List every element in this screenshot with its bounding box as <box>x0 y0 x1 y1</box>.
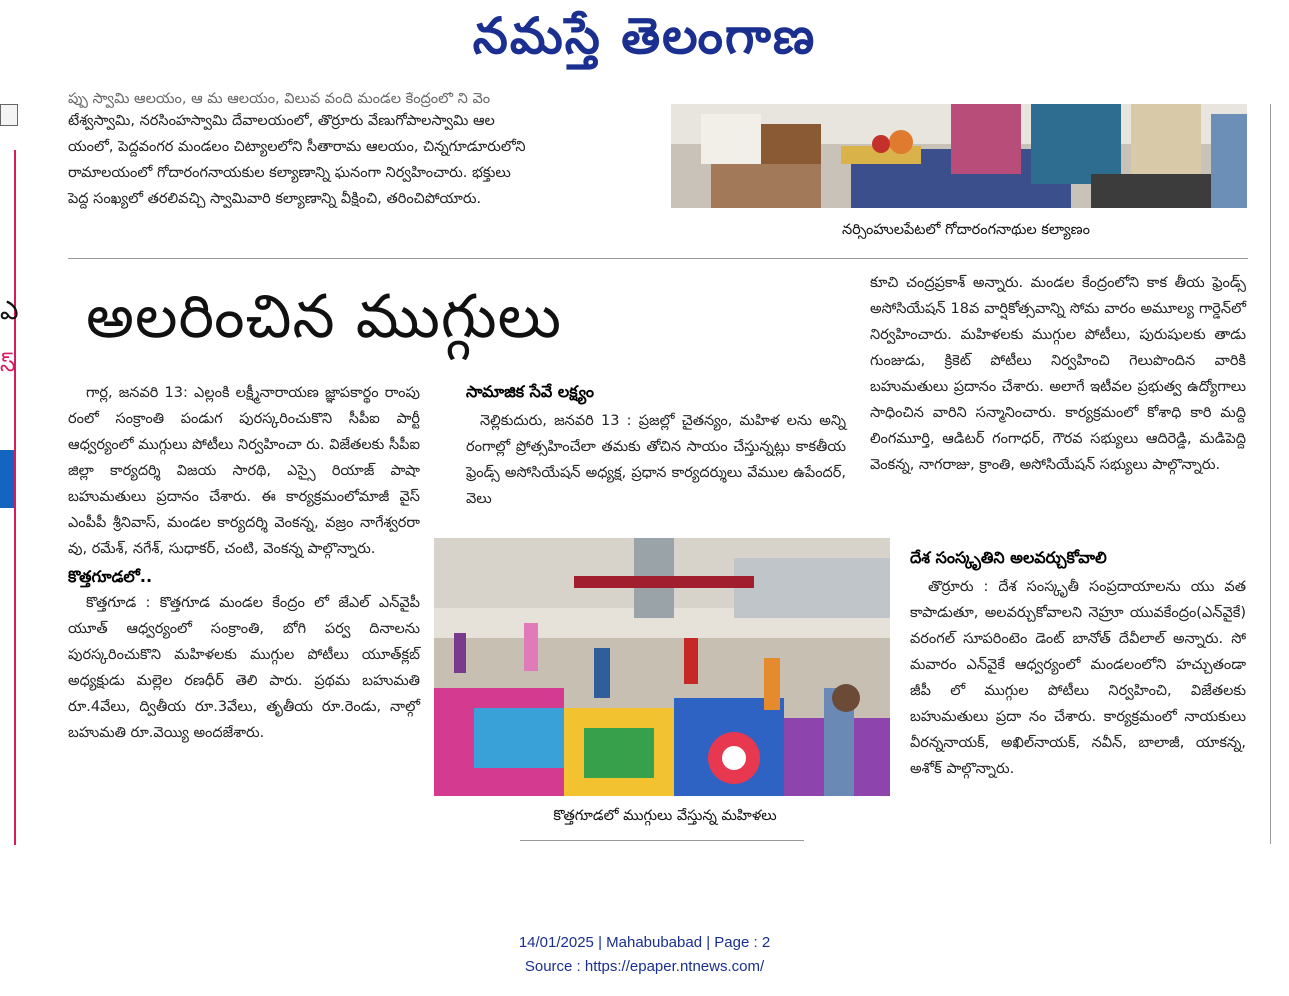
rangoli-photo-caption: కొత్తగూడలో ముగ్గులు వేస్తున్న మహిళలు <box>553 808 777 824</box>
left-edge-fragment-1: ఎ <box>0 296 19 326</box>
section-divider <box>68 258 1248 259</box>
column-3-subhead: దేశ సంస్కృతిని అలవర్చుకోవాలి <box>910 548 1107 567</box>
column-3-paragraph-2: తొర్రూరు : దేశ సంస్కృతీ సంప్రదాయాలను యు వత కాపాడుతూ, అలవర్చుకోవాలని నెహ్రూ యువకేంద్రం(ఎన్‌వైకే) వరంగల్ సూపరింటెం డెంట్ బానోత్ దేవీలాల్ అన్నారు. సో మవారం ఎన్‌వైకే ఆధ్వర్యంలో మండలంలోని హచ్చుతండా జీపీ లో ముగ్గుల పోటీలు నిర్వహించి, విజేతలకు బహుమతులు ప్రదా నం చేశారు. కార్యక్రమంలో నాయకులు వీరన్ననాయక్, అఖిల్‌నాయక్, నవీన్, బాలాజీ, యాకన్న, అశోక్ పాల్గొన్నారు. <box>910 579 1246 777</box>
kalyanam-photo-caption: నర్సింహులపేటలో గోదారంగనాథుల కల్యాణం <box>841 222 1090 238</box>
column-2-paragraph: నెల్లికుదురు, జనవరి 13 : ప్రజల్లో చైతన్యం, మహిళ లను అన్ని రంగాల్లో ప్రోత్సహించేలా తమకు తోచిన సాయం చేస్తున్నట్లు కాకతీయ ఫ్రెండ్స్ అసోసియేషన్ అధ్యక్ష, ప్రధాన కార్యదర్శులు వేముల ఉపేందర్, వెలు <box>466 413 846 507</box>
left-edge-fragment-2: స్ <box>0 352 16 377</box>
column-1-paragraph-1: గార్ల, జనవరి 13: ఎల్లంకి లక్ష్మీనారాయణ జ్ఞాపకార్థం రాంపు రంలో సంక్రాంతి పండుగ పురస్కరించుకొని సీపీఐ పార్టీ ఆధ్వర్యంలో ముగ్గులు పోటీలు నిర్వహించా రు. విజేతలకు సీపీఐ జిల్లా కార్యదర్శి విజయ సారథి, ఎస్సై రియాజ్ పాషా బహుమతులు ప్రదానం చేశారు. ఈ కార్యక్రమంలోమాజీ వైస్ ఎంపీపీ శ్రీనివాస్, మండల కార్యదర్శి వెంకన్న, వజ్రం నాగేశ్వరరా వు, రమేశ్, నగేశ్, సుధాకర్, చంటి, వెంకన్న పాల్గొన్నారు. <box>68 385 420 557</box>
rangoli-photo <box>434 538 890 796</box>
top-article-text <box>68 92 646 212</box>
footer-source: Source : https://epaper.ntnews.com/ <box>524 958 765 975</box>
column-2-subhead: సామాజిక సేవే లక్ష్యం <box>466 382 594 401</box>
column-1-subhead: కొత్తగూడలో.. <box>68 567 153 586</box>
column-3-paragraph-1: కూచి చంద్రప్రకాశ్ అన్నారు. మండల కేంద్రంలోని కాక తీయ ఫ్రెండ్స్ అసోసియేషన్ 18వ వార్షికోత్సవాన్ని సోమ వారం అమూల్య గార్డెన్‌లో నిర్వహించారు. మహిళలకు ముగ్గుల పోటీలు, పురుషులకు తాడు గుంజుడు, క్రికెట్ పోటీలు నిర్వహించి గెలుపొందిన వారికి బహుమతులు ప్రదానం చేశారు. అలాగే ఇటీవల ప్రభుత్వ ఉద్యోగాలు సాధించిన వారిని సన్మానించారు. కార్యక్రమంలో కోశాధి కారి మద్ది లింగమూర్తి, ఆడిటర్ గంగాధర్, గౌరవ సభ్యులు ఆదిరెడ్డి, మడిపెద్ది వెంకన్న, నాగరాజు, క్రాంతి, అసోసియేషన్ సభ్యులు పాల్గొన్నారు. <box>870 275 1246 473</box>
kalyanam-photo <box>671 104 1247 208</box>
top-article-line: యంలో, పెద్దవంగర మండలం చిట్యాలలోని సీతారామ ఆలయం, చిన్నగూడూరులోని <box>68 139 526 155</box>
caption-underline <box>520 840 804 841</box>
top-article-line: రామాలయంలో గోదారంగనాయకుల కల్యాణాన్ని ఘనంగా నిర్వహించారు. భక్తులు <box>68 165 511 181</box>
top-article-line: టేశ్వస్వామి, నరసింహస్వామి దేవాలయంలో, తొర్రూరు వేణుగోపాలస్వామి ఆల <box>68 113 495 129</box>
left-edge-blue-strip <box>0 450 14 508</box>
footer-date-page: 14/01/2025 | Mahabubabad | Page : 2 <box>518 934 771 951</box>
left-edge-frame <box>0 104 18 126</box>
masthead-title: నమస్తే తెలంగాణ <box>472 6 817 65</box>
top-article-line: పెద్ద సంఖ్యలో తరలివచ్చి స్వామివారి కల్యాణాన్ని వీక్షించి, తరించిపోయారు. <box>68 191 482 207</box>
right-border <box>1270 104 1271 844</box>
column-1 <box>68 380 420 746</box>
top-article-line: ప్పు స్వామి ఆలయం, ఆ మ ఆలయం, విలువ వంది మండల కేంద్రంలో ని వెం <box>68 92 491 107</box>
column-1-paragraph-2: కొత్తగూడ : కొత్తగూడ మండల కేంద్రం లో జేఎల్ ఎన్‌వైపీ యూత్ ఆధ్వర్యంలో సంక్రాంతి, బోగి పర్వ దినాలను పురస్కరించుకొని మహిళలకు ముగ్గుల పోటీలు యూత్‌క్లబ్ అధ్యక్షుడు మల్లెల రణధీర్ తెలి పారు. ప్రథమ బహుమతి రూ.4వేలు, ద్వితీయ రూ.3వేలు, తృతీయ రూ.రెండు, నాల్గో బహుమతి రూ.వెయ్యి అందజేశారు. <box>68 595 420 741</box>
article-headline: అలరించిన ముగ్గులు <box>86 282 562 352</box>
